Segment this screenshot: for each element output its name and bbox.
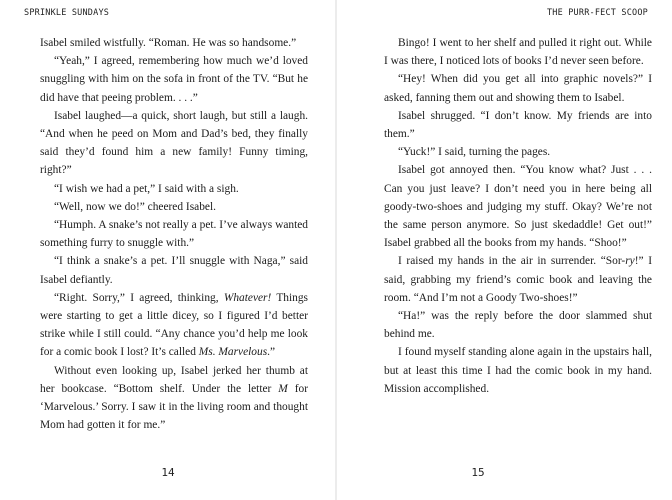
paragraph — [40, 252, 308, 288]
text-run: I found myself standing alone again in the upstairs hall, but at least this time I had the comic book in my hand. Mission accomplished. — [384, 346, 652, 395]
text-run: .” — [267, 346, 276, 359]
text-run: !” I said, grabbing my friend’s comic book and leaving the room. “And I’m not a Goody Two-shoes!” — [384, 255, 652, 304]
paragraph — [384, 70, 652, 106]
body-text — [384, 34, 652, 398]
text-run: “Well, now we do!” cheered Isabel. — [54, 200, 216, 213]
right-page — [336, 0, 672, 500]
paragraph — [384, 34, 652, 70]
text-run: I raised my hands in the air in surrender. “Sor- — [398, 255, 626, 268]
text-run: Without even looking up, Isabel jerked her thumb at her bookcase. “Bottom shelf. Under the letter — [40, 364, 308, 395]
paragraph — [384, 307, 652, 343]
text-run: “Yuck!” I said, turning the pages. — [398, 146, 551, 159]
text-run: Isabel shrugged. “I don’t know. My friends are into them.” — [384, 109, 652, 141]
running-head: SPRINKLE SUNDAYS — [24, 8, 110, 18]
text-run: “Yeah,” I agreed, remembering how much we’d loved snuggling with him on the sofa in front of the TV. “But he did have that peeing problem. . . .” — [40, 55, 308, 104]
text-run: Bingo! I went to her shelf and pulled it right out. While I was there, I noticed lots of books I’d never seen before. — [384, 37, 652, 68]
text-run: “I think a snake’s a pet. I’ll snuggle with Naga,” said Isabel defiantly. — [40, 255, 308, 286]
paragraph — [40, 216, 308, 252]
text-run: “Hey! When did you get all into graphic novels?” I asked, fanning them out and showing them to Isabel. — [384, 73, 652, 104]
text-run: “Humph. A snake’s not really a pet. I’ve always wanted something furry to snuggle with.” — [40, 219, 308, 250]
paragraph — [40, 34, 308, 52]
page-number: 15 — [471, 466, 485, 479]
paragraph — [384, 107, 652, 143]
text-run: “I wish we had a pet,” I said with a sigh. — [54, 182, 239, 195]
text-run: Isabel got annoyed then. “You know what? Just . . . Can you just leave? I don’t need you in here being all goody-two-shoes and judging my stuff. Okay? We’re not the same person anymore. So just skedaddle! Get out!” Isabel grabbed all the books from my hands. “Shoo!” — [384, 164, 652, 250]
text-run: for ‘Marvelous.’ Sorry. I saw it in the living room and thought Mom had gotten it for me.” — [40, 382, 308, 432]
paragraph — [40, 362, 308, 435]
italic-text: Ms. Marvelous — [198, 346, 268, 359]
paragraph — [40, 107, 308, 180]
italic-text: ry — [625, 255, 635, 268]
page-number: 14 — [161, 466, 175, 479]
paragraph — [384, 143, 652, 161]
italic-text: Whatever! — [223, 291, 272, 304]
paragraph — [384, 252, 652, 307]
paragraph — [384, 343, 652, 398]
body-text — [40, 34, 308, 434]
paragraph — [40, 52, 308, 107]
italic-text: M — [278, 382, 288, 395]
paragraph — [40, 180, 308, 198]
paragraph — [40, 198, 308, 216]
text-run: Isabel laughed—a quick, short laugh, but still a laugh. “And when he peed on Mom and Dad’s bed, they finally said they’d found him a new family! Funny timing, right?” — [40, 109, 308, 177]
text-run: “Right. Sorry,” I agreed, thinking, — [54, 291, 224, 304]
text-run: Things were starting to get a little dicey, so I figured I’d better strike while I still could. “Any chance you’d help me look for a comic book I lost? It’s called — [40, 291, 308, 359]
text-run: Isabel smiled wistfully. “Roman. He was so handsome.” — [40, 37, 297, 49]
running-head: THE PURR-FECT SCOOP — [546, 8, 648, 18]
text-run: “Ha!” was the reply before the door slammed shut behind me. — [384, 310, 652, 341]
paragraph — [40, 289, 308, 362]
paragraph — [384, 161, 652, 252]
